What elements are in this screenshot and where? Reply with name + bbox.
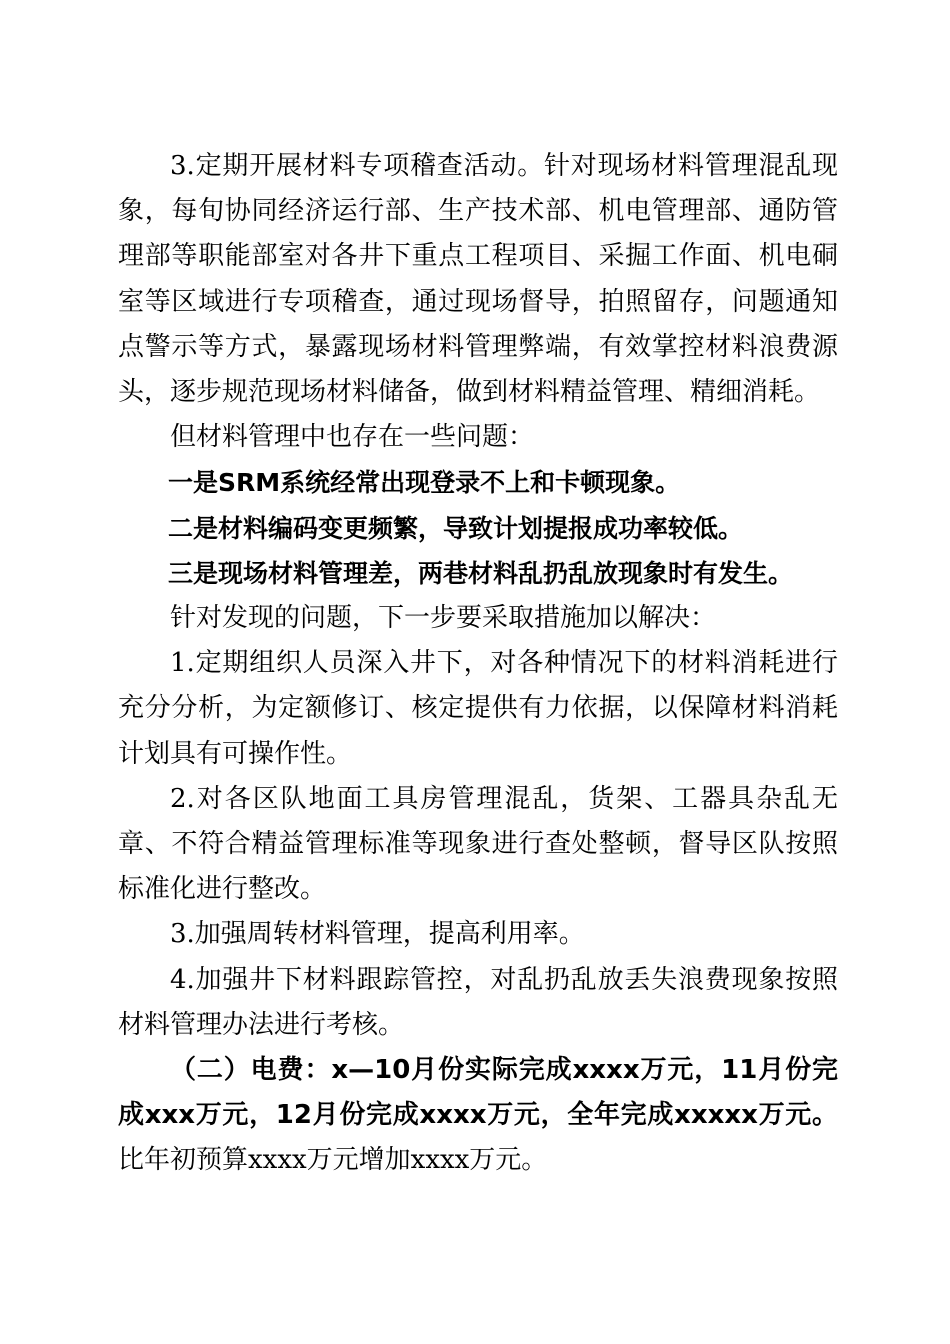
paragraph-measure-three: 3.加强周转材料管理，提高利用率。: [170, 919, 585, 950]
electricity-summary: x—10月份实际完成xxxx万元，11月份完成xxx万元，12月份完成xxxx万元，全年完成xxxxx万元。: [118, 1055, 838, 1131]
paragraph-measure-one: 1.定期组织人员深入井下，对各种情况下的材料消耗进行充分分析，为定额修订、核定提供有力依据，以保障材料消耗计划具有可操作性。: [118, 648, 838, 769]
paragraph-measure-four: 4.加强井下材料跟踪管控，对乱扔乱放丢失浪费现象按照材料管理办法进行考核。: [118, 964, 838, 1040]
paragraph-material-audit: 3.定期开展材料专项稽查活动。针对现场材料管理混乱现象，每旬协同经济运行部、生产技术部、机电管理部、通防管理部等职能部室对各井下重点工程项目、采掘工作面、机电硐室等区域进行专项稽查，通过现场督导，拍照留存，问题通知点警示等方式，暴露现场材料管理弊端，有效掌控材料浪费源头，逐步规范现场材料储备，做到材料精益管理、精细消耗。: [118, 151, 838, 408]
electricity-comparison: 比年初预算xxxx万元增加xxxx万元。: [118, 1145, 548, 1176]
paragraph-problem-two: 二是材料编码变更频繁，导致计划提报成功率较低。: [168, 513, 744, 543]
electricity-heading: （二）电费：: [170, 1055, 332, 1086]
paragraph-problem-three: 三是现场材料管理差，两巷材料乱扔乱放现象时有发生。: [168, 558, 794, 588]
paragraph-measure-two: 2.对各区队地面工具房管理混乱，货架、工器具杂乱无章、不符合精益管理标准等现象进行查处整顿，督导区队按照标准化进行整改。: [118, 783, 838, 905]
paragraph-measures-intro: 针对发现的问题，下一步要采取措施加以解决：: [170, 603, 717, 634]
paragraph-problem-one: 一是SRM系统经常出现登录不上和卡顿现象。: [168, 468, 681, 498]
paragraph-electricity: [118, 1048, 838, 1184]
document-body: [118, 144, 838, 1184]
paragraph-problems-intro: 但材料管理中也存在一些问题：: [170, 422, 535, 453]
